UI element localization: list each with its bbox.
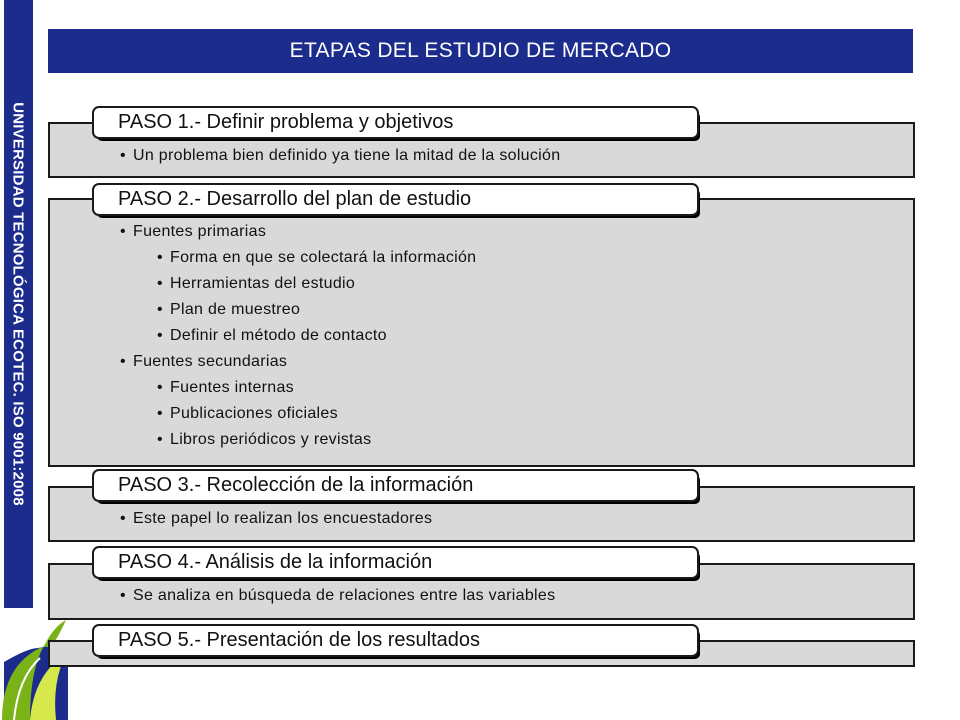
step-5-header: PASO 5.- Presentación de los resultados: [94, 626, 697, 655]
list-item: • Herramientas del estudio: [170, 271, 476, 297]
list-item: • Publicaciones oficiales: [170, 401, 476, 427]
list-item: • Libros periódicos y revistas: [170, 427, 476, 453]
step-1-header: PASO 1.- Definir problema y objetivos: [94, 108, 697, 137]
step-4-header: PASO 4.- Análisis de la información: [94, 548, 697, 577]
slide-title: ETAPAS DEL ESTUDIO DE MERCADO: [48, 29, 913, 73]
step-1-bullets: [133, 143, 560, 169]
list-item: • Fuentes internas: [170, 375, 476, 401]
list-item: • Fuentes secundarias: [133, 349, 476, 375]
list-item: • Se analiza en búsqueda de relaciones entre las variables: [133, 583, 555, 609]
step-4-bullets: [133, 583, 555, 609]
list-item: • Este papel lo realizan los encuestadores: [133, 506, 432, 532]
list-item: • Definir el método de contacto: [170, 323, 476, 349]
step-3-header: PASO 3.- Recolección de la información: [94, 471, 697, 500]
list-item: • Plan de muestreo: [170, 297, 476, 323]
list-item: • Forma en que se colectará la información: [170, 245, 476, 271]
university-name: UNIVERSIDAD TECNOLÓGICA ECOTEC. ISO 9001:2008: [9, 102, 27, 506]
list-item: • Fuentes primarias: [133, 219, 476, 245]
list-item: • Un problema bien definido ya tiene la mitad de la solución: [133, 143, 560, 169]
step-2-header: PASO 2.- Desarrollo del plan de estudio: [94, 185, 697, 214]
step-2-bullets: [133, 219, 476, 453]
step-3-bullets: [133, 506, 432, 532]
